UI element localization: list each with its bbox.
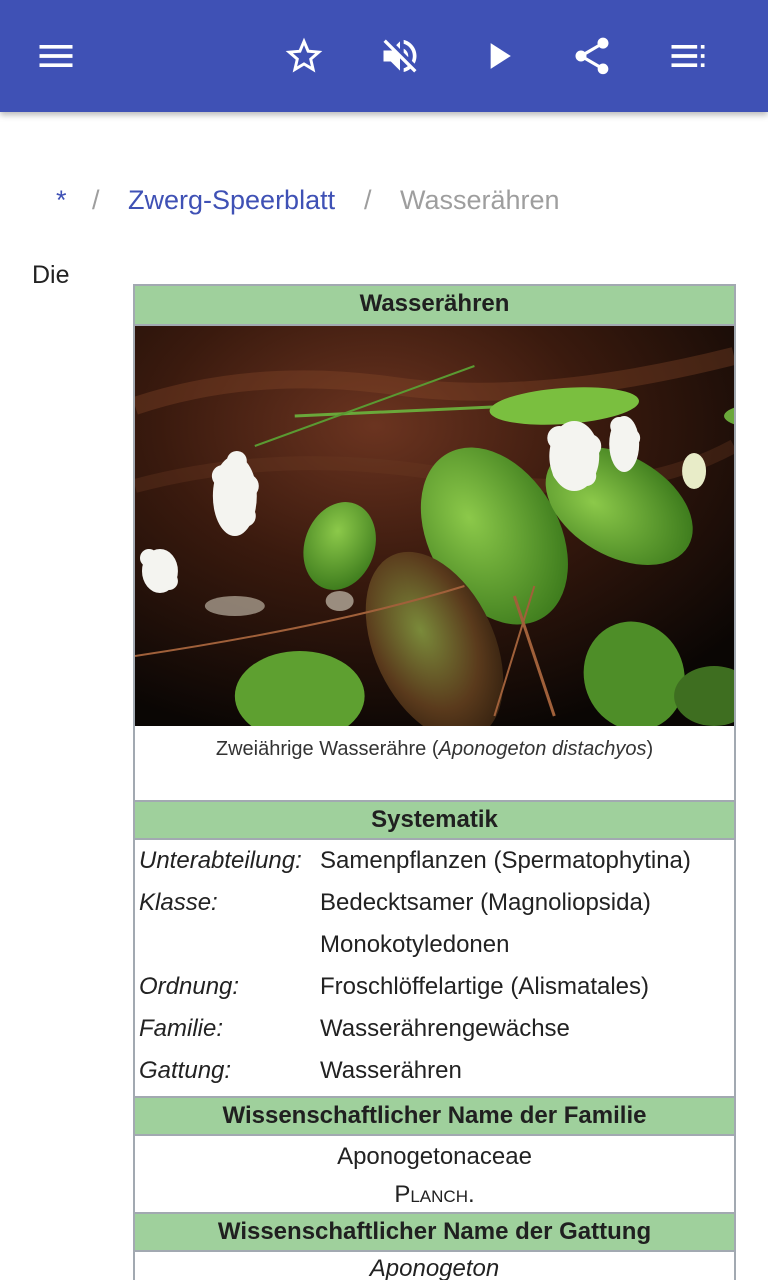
systematik-header: Systematik — [135, 800, 734, 840]
taxonomy-table — [135, 840, 734, 1096]
taxonomy-row — [135, 966, 734, 1008]
photo-caption — [135, 726, 734, 800]
taxonomy-row — [135, 1008, 734, 1050]
article-intro-text: Die — [32, 261, 70, 289]
caption-species-name: Aponogeton distachyos — [438, 738, 647, 760]
breadcrumb-separator: / — [364, 185, 372, 215]
menu-button[interactable] — [28, 28, 84, 84]
taxonomy-rank-value[interactable]: Froschlöffelartige (Alismatales) — [320, 973, 650, 1000]
family-author[interactable]: Planch. — [394, 1181, 475, 1208]
taxobox — [133, 284, 736, 1280]
taxonomy-rank-value: Wasserähren — [320, 1057, 462, 1084]
genus-name-header: Wissenschaftlicher Name der Gattung — [135, 1212, 734, 1252]
aponogeton-photo-illustration — [135, 326, 734, 726]
list-toc-icon — [666, 34, 710, 78]
taxonomy-rank-value[interactable]: Samenpflanzen (Spermatophytina) — [320, 847, 691, 874]
taxonomy-rank-label: Familie: — [139, 1015, 224, 1042]
taxonomy-rank-label: Klasse: — [139, 889, 218, 916]
taxonomy-rank-label: Ordnung: — [139, 973, 240, 1000]
family-name: Aponogetonaceae — [337, 1143, 532, 1170]
taxonomy-row — [135, 840, 734, 882]
share-icon — [570, 34, 614, 78]
breadcrumb-root-link[interactable]: * — [56, 185, 67, 215]
taxonomy-row — [135, 882, 734, 924]
species-photo[interactable] — [135, 326, 734, 726]
star-outline-icon — [282, 34, 326, 78]
breadcrumb-parent-link[interactable]: Zwerg-Speerblatt — [128, 185, 336, 215]
play-button[interactable] — [470, 28, 526, 84]
breadcrumb-current: Wasserähren — [400, 185, 560, 215]
breadcrumb-separator: / — [92, 185, 100, 215]
caption-text-end: ) — [646, 738, 654, 760]
share-button[interactable] — [564, 28, 620, 84]
taxonomy-row — [135, 924, 734, 966]
mute-button[interactable] — [372, 28, 428, 84]
taxonomy-rank-label: Gattung: — [139, 1057, 232, 1084]
play-icon — [476, 34, 520, 78]
taxobox-title: Wasserähren — [135, 286, 734, 326]
taxonomy-rank-value[interactable]: Monokotyledonen — [320, 931, 510, 958]
taxonomy-rank-value[interactable]: Bedecktsamer (Magnoliopsida) — [320, 889, 651, 916]
bookmark-button[interactable] — [276, 28, 332, 84]
app-bar — [0, 0, 768, 112]
table-of-contents-button[interactable] — [660, 28, 716, 84]
taxonomy-rank-label: Unterabteilung: — [139, 847, 302, 874]
caption-text: Zweiährige Wasserähre ( — [215, 738, 439, 760]
genus-scientific-name — [135, 1252, 734, 1280]
family-scientific-name — [135, 1136, 734, 1212]
family-name-header: Wissenschaftlicher Name der Familie — [135, 1096, 734, 1136]
taxonomy-rank-value[interactable]: Wasserährengewächse — [320, 1015, 570, 1042]
taxonomy-row — [135, 1050, 734, 1096]
volume-off-icon — [378, 34, 422, 78]
hamburger-menu-icon — [34, 34, 78, 78]
genus-name: Aponogeton — [369, 1255, 500, 1280]
